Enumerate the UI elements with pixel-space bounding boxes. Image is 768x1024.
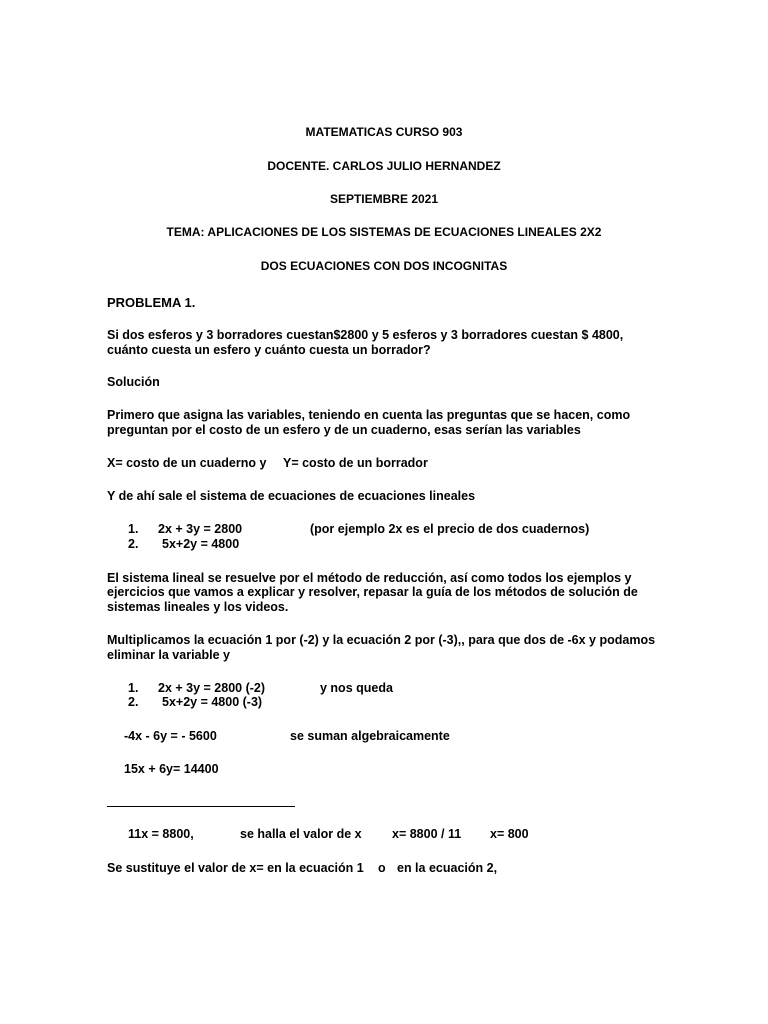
variable-y-definition: Y= costo de un borrador (283, 456, 428, 470)
paragraph-variables-line1: Primero que asigna las variables, teniendo en cuenta las preguntas que se hacen, como (107, 408, 631, 422)
equation-number-2: 2. (128, 537, 139, 551)
x-value: x= 800 (490, 827, 529, 841)
result-equation-2: 15x + 6y= 14400 (124, 762, 219, 776)
sum-equation: 11x = 8800, (128, 827, 194, 841)
problem-title: PROBLEMA 1. (107, 295, 196, 310)
substitution-text: Se sustituye el valor de x= en la ecuación 1 (107, 861, 364, 875)
variable-x-definition: X= costo de un cuaderno y (107, 456, 267, 470)
substitution-or: o (378, 861, 386, 875)
equation-1-multiplied: 2x + 3y = 2800 (-2) (158, 681, 266, 695)
equation-b-note: y nos queda (320, 681, 393, 695)
equation-2: 5x+2y = 4800 (162, 537, 240, 551)
paragraph-method-line2: ejercicios que vamos a explicar y resolver, repasar la guía de los métodos de solución de (107, 585, 638, 599)
solution-heading: Solución (107, 375, 160, 389)
header-subtitle: DOS ECUACIONES CON DOS INCOGNITAS (260, 259, 508, 273)
equation-2-multiplied: 5x+2y = 4800 (-3) (162, 695, 263, 709)
header-topic: TEMA: APLICACIONES DE LOS SISTEMAS DE ECUACIONES LINEALES 2X2 (166, 225, 602, 239)
equation-1: 2x + 3y = 2800 (158, 522, 243, 536)
problem-statement-line2: cuánto cuesta un esfero y cuánto cuesta un borrador? (107, 343, 431, 357)
paragraph-method-line3: sistemas lineales y los videos. (107, 600, 289, 614)
paragraph-variables-line2: preguntan por el costo de un esfero y de un cuaderno, esas serían las variables (107, 423, 581, 437)
equation-number-2b: 2. (128, 695, 139, 709)
equation-1-note: (por ejemplo 2x es el precio de dos cuadernos) (310, 522, 590, 536)
x-division: x= 8800 / 11 (392, 827, 462, 841)
substitution-text-end: en la ecuación 2, (397, 861, 498, 875)
sum-underline (107, 806, 295, 807)
paragraph-multiply-line2: eliminar la variable y (107, 648, 230, 662)
sum-note: se halla el valor de x (240, 827, 362, 841)
problem-statement-line1: Si dos esferos y 3 borradores cuestan$2800 y 5 esferos y 3 borradores cuestan $ 4800, (107, 328, 624, 342)
paragraph-system: Y de ahí sale el sistema de ecuaciones de ecuaciones lineales (107, 489, 476, 503)
header-date: SEPTIEMBRE 2021 (329, 192, 439, 206)
result-note: se suman algebraicamente (290, 729, 450, 743)
result-equation-1: -4x - 6y = - 5600 (124, 729, 217, 743)
equation-number-1b: 1. (128, 681, 139, 695)
paragraph-method-line1: El sistema lineal se resuelve por el método de reducción, así como todos los ejemplos y (107, 571, 632, 585)
equation-number-1: 1. (128, 522, 139, 536)
header-teacher: DOCENTE. CARLOS JULIO HERNANDEZ (267, 159, 501, 173)
paragraph-multiply-line1: Multiplicamos la ecuación 1 por (-2) y la ecuación 2 por (-3),, para que dos de -6x y podamos (107, 633, 656, 647)
header-course: MATEMATICAS CURSO 903 (305, 125, 463, 139)
